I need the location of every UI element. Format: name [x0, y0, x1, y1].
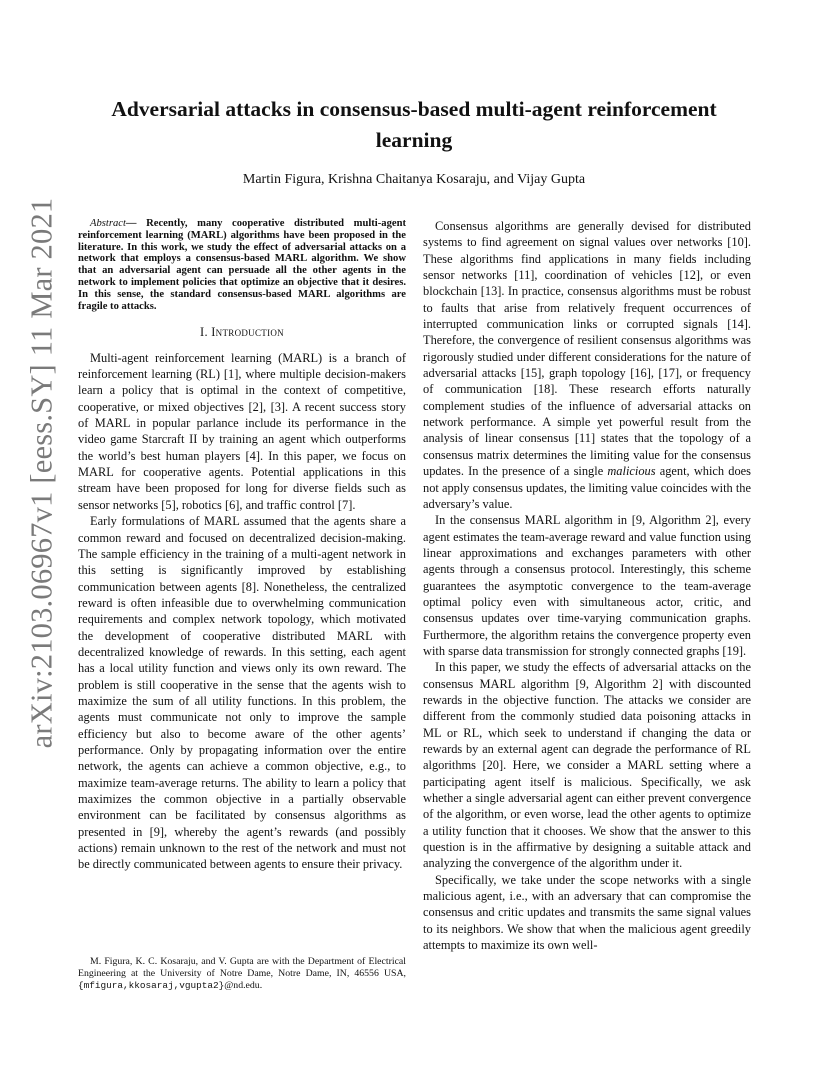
paper-title: Adversarial attacks in consensus-based multi-agent reinforcement learning: [111, 97, 717, 152]
right-paragraph-3: In this paper, we study the effects of adversarial attacks on the consensus MARL algorithm [9, Algorithm 2] with discounted rewards in the objective function. The attacks we consider are different from the commonly studied data poisoning attacks in ML or RL, which seek to understand if changing the data or rewards by an external agent can degrade the performance of RL algorithms [20]. Here, we consider a MARL setting where a participating agent itself is malicious. Specifically, we ask whether a single adversarial agent can either prevent convergence of the algorithm, or even worse, lead the other agents to optimize a utility function that it chooses. We show that the answer to this question is in the affirmative by designing a suitable attack and analyzing the convergence of the algorithm under it.: [423, 660, 751, 871]
section-heading-introduction: [78, 324, 406, 340]
abstract: [78, 218, 406, 312]
abstract-lead: Abstract: [90, 218, 126, 229]
paper-authors: Martin Figura, Krishna Chaitanya Kosaraju, and Vijay Gupta: [242, 172, 586, 187]
abstract-dash: —: [125, 218, 147, 229]
right-paragraph-1-a: Consensus algorithms are generally devised for distributed systems to find agreement on signal values over networks [10]. These algorithms find applications in many fields including sensor networks [11], coordination of vehicles [12], or even blockchain [13]. In practice, consensus algorithms must be robust to faults that arise from relatively frequent occurrences of interrupted communication links or corrupted signals [14]. Therefore, the convergence of resilient consensus algorithms was rigorously studied under different considerations for the nature of adversarial attacks [15], graph topology [16], [17], or frequency of communication [18]. These research efforts naturally complement studies of the influence of adversarial attacks on network performance. A simple yet powerful result from the analysis of linear consensus [11] states that the topology of a consensus matrix determines the limiting value for the consensus updates. In the presence of a single: [423, 219, 751, 479]
right-paragraph-1-b: agent, which does not apply consensus updates, the limiting value coincides with the adversary’s value.: [423, 464, 751, 511]
right-column: [423, 218, 751, 953]
section-number: I.: [200, 325, 212, 340]
intro-paragraph-2: Early formulations of MARL assumed that the agents share a common reward and focused on decentralized decision-making. The sample efficiency in the training of a multi-agent network in this setting is significantly improved by establishing communication between agents [8]. Nonetheless, the centralized reward is often infeasible due to overwhelming communication requirements and complex network topology, which motivated the development of cooperative distributed MARL with decentralized knowledge of rewards. In this setting, each agent has a local utility function and views only its own reward. The problem is still cooperative in the sense that the agents wish to maximize the sum of all utility functions. In this problem, the agents must communicate not only to improve the sample efficiency but also to become aware of the other agents’ performance. Only by propagating information over the entire network, the agents can achieve a common objective, e.g., to maximize team-average returns. The ability to learn a policy that maximizes the common objective in a partially observable environment can be facilitated by consensus algorithms as presented in [9], whereby the agent’s rewards (and possibly actions) remain unknown to the rest of the network and must not be directly communicated between agents to ensure their privacy.: [78, 514, 406, 872]
arxiv-stamp-text: arXiv:2103.06967v1 [eess.SY] 11 Mar 2021: [24, 197, 59, 749]
footnote-text: M. Figura, K. C. Kosaraju, and V. Gupta are with the Department of Electrical Engineering at the University of Notre Dame, Notre Dame, IN, 46556 USA,: [78, 956, 406, 979]
intro-paragraph-1: Multi-agent reinforcement learning (MARL) is a branch of reinforcement learning (RL) [1], where multiple decision-makers learn a policy that is optimal in the context of competitive, cooperative, or mixed objectives [2], [3]. A recent success story of MARL in popular parlance include its performance in the video game Starcraft II by training an agent which outperforms the world’s best human players [4]. In this paper, we focus on MARL for cooperative agents. Potential applications in this stream have been proposed for long for diverse fields such as sensor networks [5], robotics [6], and traffic control [7].: [78, 350, 406, 512]
right-paragraph-4: Specifically, we take under the scope networks with a single malicious agent, i.e., with an adversary that can compromise the consensus and critic updates and transmits the same signal values to its neighbors. We show that when the malicious agent greedily attempts to maximize its own well-: [423, 872, 751, 953]
section-title: Introduction: [211, 325, 284, 340]
left-column: [78, 218, 406, 873]
footnote-domain: @nd.edu.: [224, 980, 263, 991]
arxiv-stamp: [22, 197, 62, 749]
footnote-emails: {mfigura,kkosaraj,vgupta2}: [78, 980, 225, 991]
author-footnote: [78, 956, 406, 992]
right-paragraph-2: In the consensus MARL algorithm in [9, Algorithm 2], every agent estimates the team-average reward and value function using linear approximations and exchanges parameters with other agents through a consensus protocol. Interestingly, this scheme guarantees the asymptotic convergence to the team-average optimal policy even with simultaneous actor, critic, and consensus updates over time-varying communication graphs. Furthermore, the algorithm retains the convergence property even with sparse data transmission for strongly connected graphs [19].: [423, 513, 751, 658]
right-paragraph-1-emphasis: malicious: [607, 464, 656, 479]
right-paragraph-1: [423, 218, 751, 512]
abstract-text: Recently, many cooperative distributed multi-agent reinforcement learning (MARL) algorithms have been proposed in the literature. In this work, we study the effect of adversarial attacks on a network that employs a consensus-based MARL algorithm. We show that an adversarial agent can persuade all the other agents in the network to implement policies that optimize an objective that it desires. In this sense, the standard consensus-based MARL algorithms are fragile to attacks.: [78, 218, 406, 312]
